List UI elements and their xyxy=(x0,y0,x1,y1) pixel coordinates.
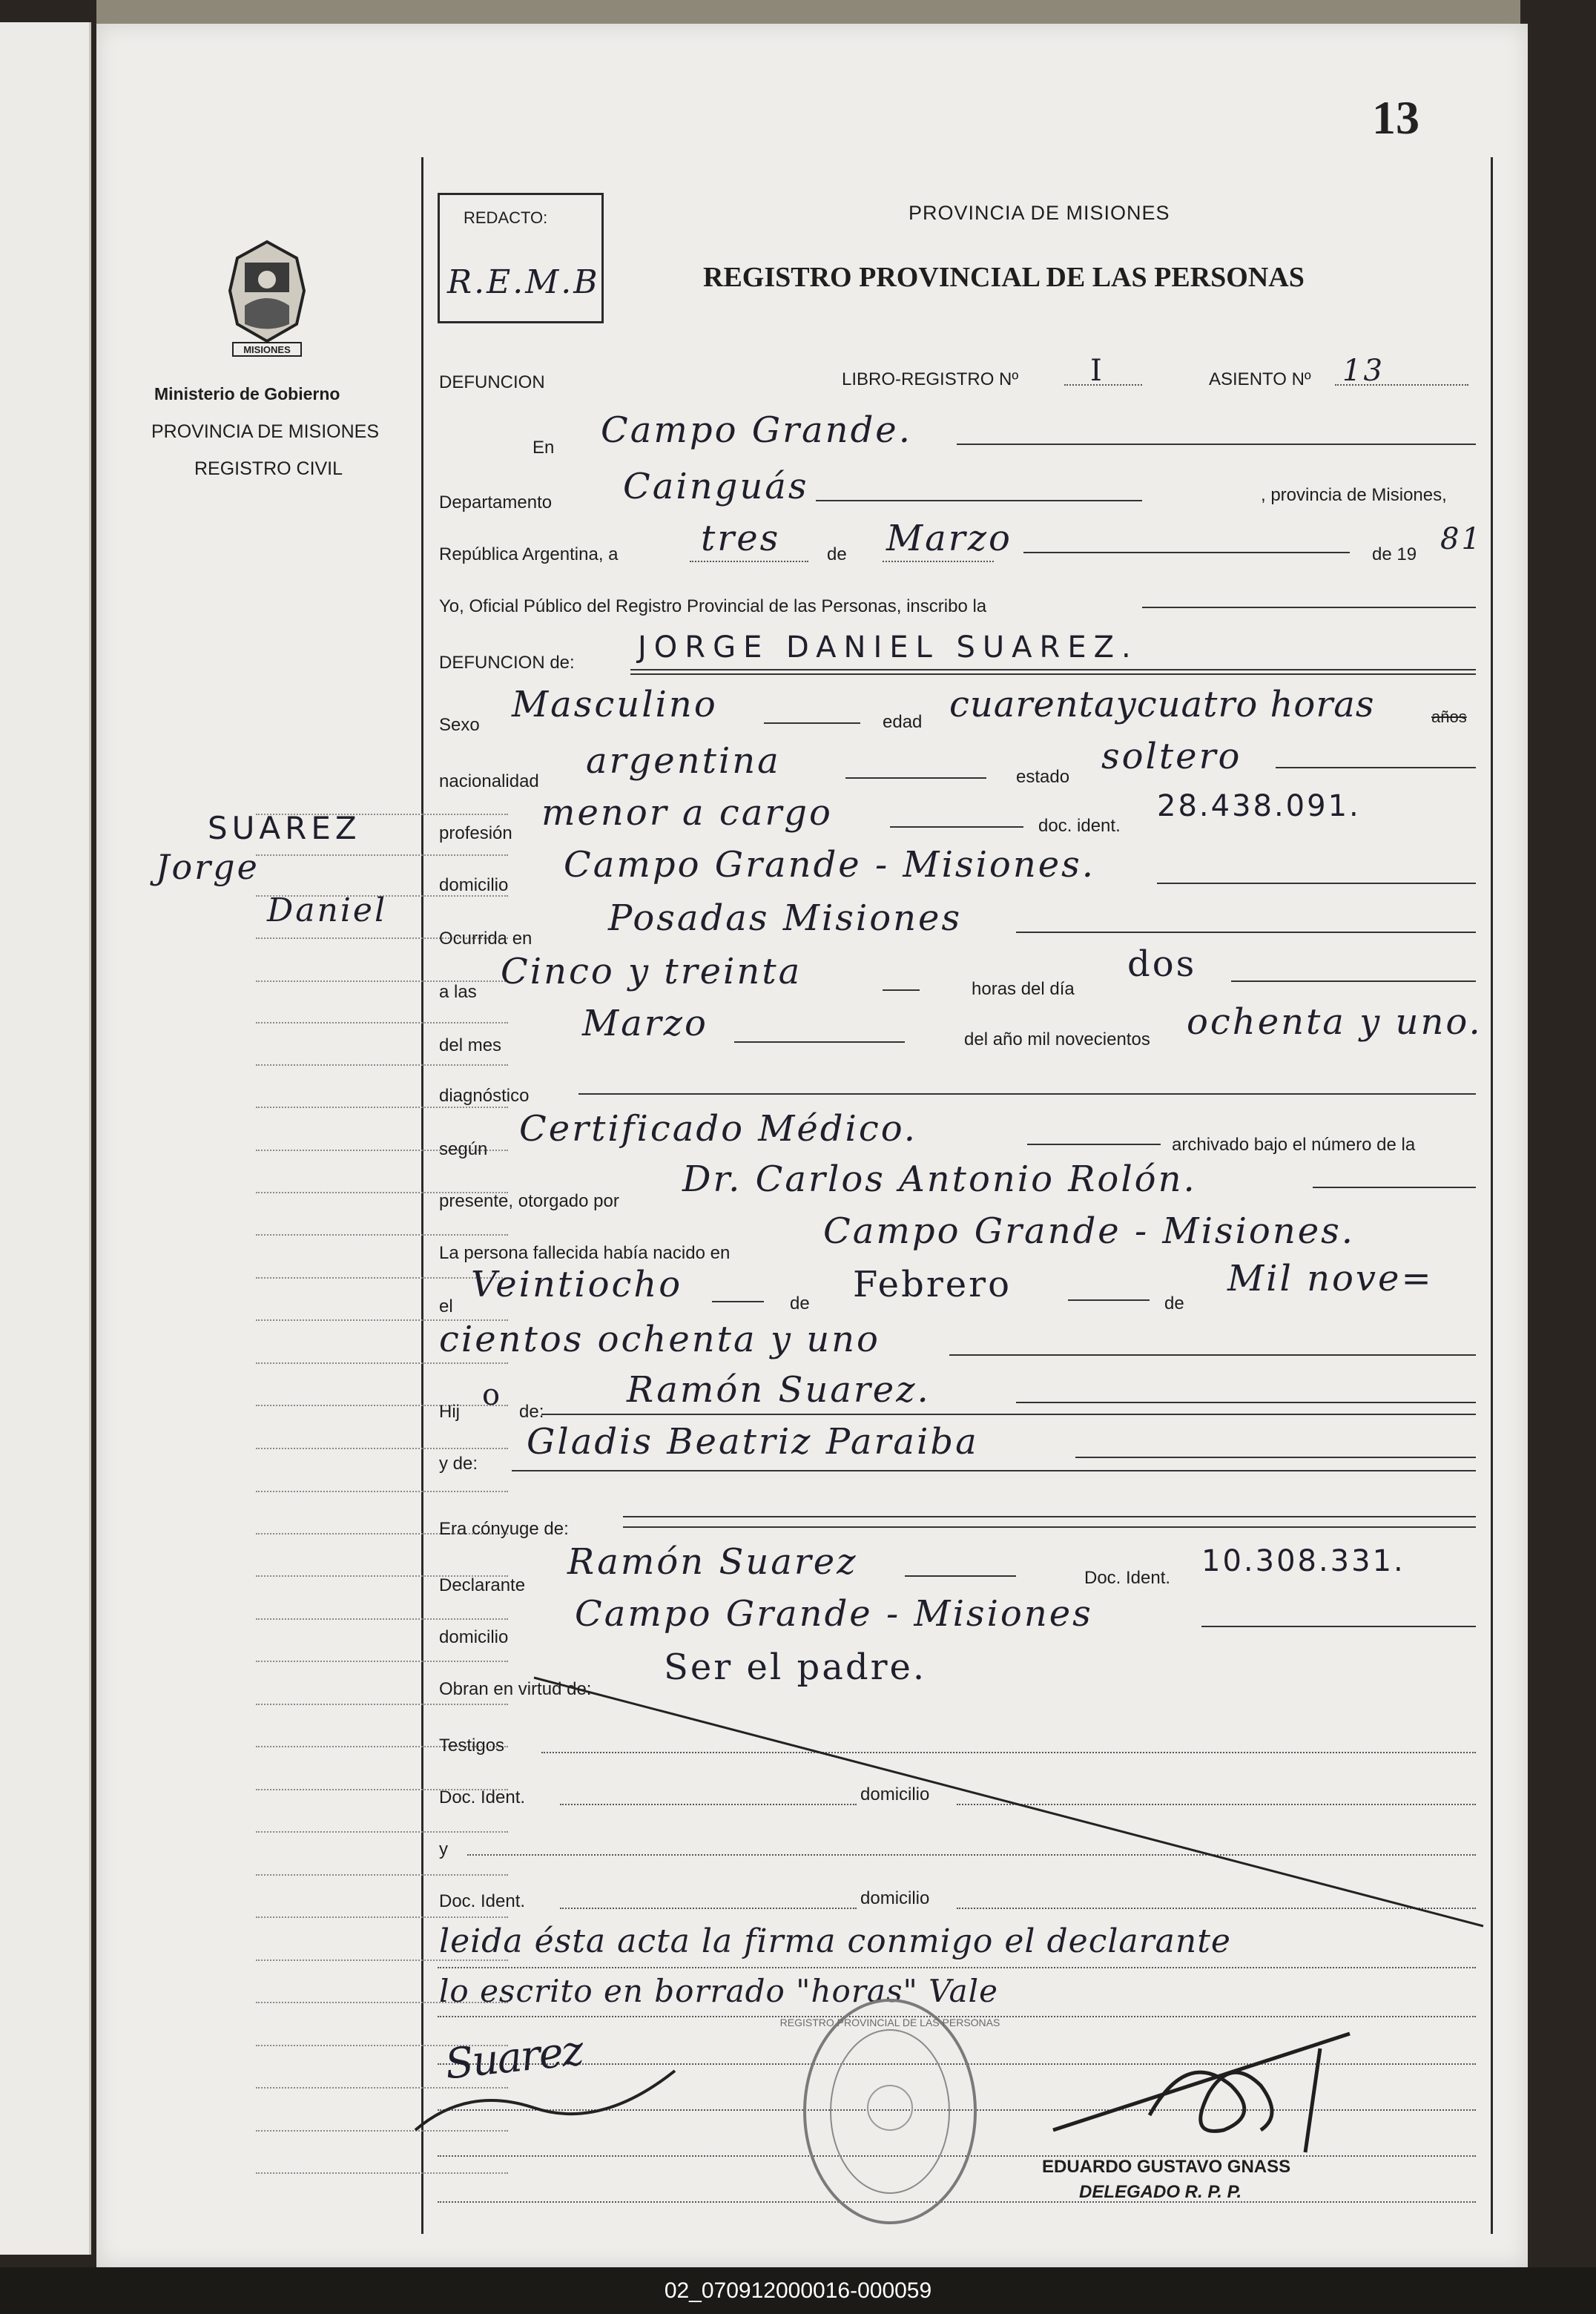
image-id-footer: 02_070912000016-000059 xyxy=(0,2267,1596,2314)
closing-line-2: lo escrito en borrado "horas" Vale xyxy=(439,1973,998,2009)
estado-label: estado xyxy=(1016,767,1070,787)
profesion-value: menor a cargo xyxy=(541,792,833,834)
doc2-label: Doc. Ident. xyxy=(439,1891,526,1911)
conyuge-label: Era cónyuge de: xyxy=(439,1519,569,1539)
provincia-suffix: , provincia de Misiones, xyxy=(1261,485,1447,505)
ocurrida-label: Ocurrida en xyxy=(439,929,532,949)
en-value: Campo Grande. xyxy=(601,409,912,451)
del-mes-value: Marzo xyxy=(582,1003,708,1044)
nacido-value: Campo Grande - Misiones. xyxy=(823,1210,1356,1252)
domicilio-value: Campo Grande - Misiones. xyxy=(564,844,1096,886)
anio-value: 81 xyxy=(1440,522,1483,556)
presente-label: presente, otorgado por xyxy=(439,1191,619,1211)
sexo-value: Masculino xyxy=(512,684,718,725)
doc-ident-label: doc. ident. xyxy=(1038,816,1121,836)
edad-label: edad xyxy=(883,712,923,732)
profesion-label: profesión xyxy=(439,823,512,843)
republica-label: República Argentina, a xyxy=(439,544,619,564)
decl-doc-label: Doc. Ident. xyxy=(1084,1568,1171,1588)
mes-value: Marzo xyxy=(886,518,1012,559)
margin-registry-label: REGISTRO CIVIL xyxy=(194,458,343,479)
de2-label: de xyxy=(1164,1293,1184,1313)
el-label: el xyxy=(439,1296,453,1316)
y-de-label: y de: xyxy=(439,1454,478,1474)
dom2-label: domicilio xyxy=(860,1888,930,1908)
official-title: DELEGADO R. P. P. xyxy=(1079,2182,1242,2202)
official-stamp-icon xyxy=(779,1989,1000,2234)
nacionalidad-value: argentina xyxy=(586,740,781,782)
departamento-value: Cainguás xyxy=(623,466,809,507)
anio-prefix: de 19 xyxy=(1372,544,1417,564)
madre-value: Gladis Beatriz Paraiba xyxy=(527,1421,979,1463)
en-label: En xyxy=(532,438,555,458)
de-label: de xyxy=(827,544,847,564)
official-name: EDUARDO GUSTAVO GNASS xyxy=(1042,2157,1291,2177)
nac-anio-continuation: cientos ochenta y uno xyxy=(439,1319,880,1360)
closing-line-1: leida ésta acta la firma conmigo el declarante xyxy=(439,1922,1231,1960)
departamento-label: Departamento xyxy=(439,492,553,512)
hijo-suffix: o xyxy=(482,1378,503,1412)
presente-value: Dr. Carlos Antonio Rolón. xyxy=(682,1158,1197,1200)
y-label: y xyxy=(439,1839,448,1859)
horas-dia-label: horas del día xyxy=(972,979,1075,999)
asiento-value: 13 xyxy=(1342,354,1385,388)
doc-ident-value: 28.438.091. xyxy=(1157,789,1361,823)
edad-value: cuarentaycuatro horas xyxy=(949,684,1375,725)
dom1-label: domicilio xyxy=(860,1784,930,1804)
ocurrida-value: Posadas Misiones xyxy=(608,897,963,939)
nac-anio-value: Mil nove= xyxy=(1227,1258,1434,1299)
defuncion-de-label: DEFUNCION de: xyxy=(439,653,575,673)
yo-label: Yo, Oficial Público del Registro Provincial de las Personas, inscribo la xyxy=(439,596,987,616)
doc1-label: Doc. Ident. xyxy=(439,1787,526,1807)
sexo-label: Sexo xyxy=(439,715,480,735)
segun-label: según xyxy=(439,1139,488,1159)
doc-type-label: DEFUNCION xyxy=(439,372,545,392)
margin-province-label: PROVINCIA DE MISIONES xyxy=(151,421,380,442)
anio-mil-label: del año mil novecientos xyxy=(964,1029,1150,1049)
estado-value: soltero xyxy=(1101,736,1242,777)
official-signature xyxy=(1038,2004,1454,2175)
register-page xyxy=(96,24,1528,2267)
decl-domicilio-label: domicilio xyxy=(439,1627,509,1647)
nacionalidad-label: nacionalidad xyxy=(439,771,539,791)
obran-value: Ser el padre. xyxy=(664,1646,927,1688)
diagnostico-label: diagnóstico xyxy=(439,1086,530,1106)
declarante-value: Ramón Suarez xyxy=(567,1541,858,1583)
a-las-label: a las xyxy=(439,982,477,1002)
el-value: Veintiocho xyxy=(471,1264,683,1305)
margin-divider xyxy=(421,157,423,2234)
libro-label: LIBRO-REGISTRO Nº xyxy=(842,369,1019,389)
archivado-label: archivado bajo el número de la xyxy=(1172,1135,1416,1155)
domicilio-label: domicilio xyxy=(439,875,509,895)
edad-struck: años xyxy=(1431,708,1467,726)
del-mes-label: del mes xyxy=(439,1035,502,1055)
stamp-text: REGISTRO PROVINCIAL DE LAS PERSONAS xyxy=(779,2017,1000,2028)
declarante-label: Declarante xyxy=(439,1575,526,1595)
padre-value: Ramón Suarez. xyxy=(627,1369,931,1411)
dia-num-value: dos xyxy=(1127,943,1197,985)
asiento-label: ASIENTO Nº xyxy=(1209,369,1311,389)
registry-title: REGISTRO PROVINCIAL DE LAS PERSONAS xyxy=(703,262,1305,293)
declarant-signature-flourish xyxy=(408,2041,690,2145)
province-title: PROVINCIA DE MISIONES xyxy=(909,202,1170,224)
testigos-label: Testigos xyxy=(439,1736,505,1756)
declarant-signature: Suarez xyxy=(443,2026,585,2089)
left-page-edge xyxy=(0,22,91,2255)
margin-given-name-2: Daniel xyxy=(267,891,388,929)
margin-given-name-1: Jorge xyxy=(156,847,260,887)
libro-value: I xyxy=(1090,354,1104,388)
a-las-value: Cinco y treinta xyxy=(501,951,802,992)
defuncion-de-value: JORGE DANIEL SUAREZ. xyxy=(638,630,1138,665)
margin-surname: SUAREZ xyxy=(208,810,361,846)
nacido-label: La persona fallecida había nacido en xyxy=(439,1243,731,1263)
redacto-value: R.E.M.B xyxy=(447,263,600,301)
cancellation-line xyxy=(527,1663,1506,1945)
obran-label: Obran en virtud de: xyxy=(439,1679,592,1699)
nac-mes-value: Febrero xyxy=(853,1264,1012,1305)
decl-domicilio-value: Campo Grande - Misiones xyxy=(575,1593,1093,1635)
decl-doc-value: 10.308.331. xyxy=(1201,1544,1405,1578)
dia-value: tres xyxy=(701,518,781,559)
book-cover-edge xyxy=(96,0,1520,24)
hijo-label: Hij xyxy=(439,1402,460,1422)
hijo-de-label: de: xyxy=(519,1402,544,1422)
segun-value: Certificado Médico. xyxy=(519,1108,918,1150)
redacto-label: REDACTO: xyxy=(464,208,548,227)
anio-mil-value: ochenta y uno. xyxy=(1187,1001,1483,1043)
redacto-box xyxy=(438,193,604,323)
page-number: 13 xyxy=(1372,91,1419,144)
seal-label: MISIONES xyxy=(243,344,291,355)
ministry-label: Ministerio de Gobierno xyxy=(154,384,340,403)
province-coat-of-arms-icon xyxy=(222,239,311,361)
de1-label: de xyxy=(790,1293,810,1313)
